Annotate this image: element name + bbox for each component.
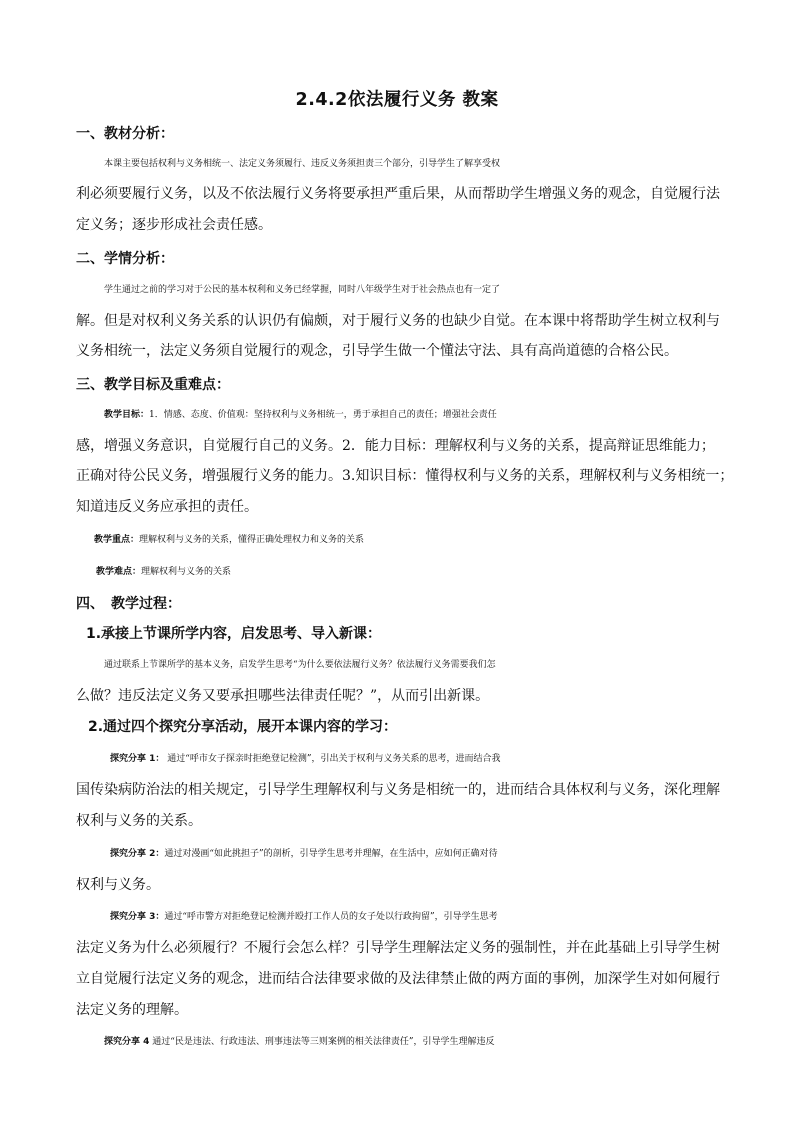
paragraph-line: 国传染病防治法的相关规定，引导学生理解权利与义务是相统一的，进而结合具体权利与义务，深化理解 (76, 782, 720, 798)
paragraph-line: 解。但是对权利义务关系的认识仍有偏颇，对于履行义务的也缺少自觉。在本课中将帮助学生树立权利与 (76, 313, 720, 329)
teaching-goal-label: 教学目标： (104, 410, 150, 420)
paragraph-line: 义务相统一，法定义务须自觉履行的观念，引导学生做一个懂法守法、具有高尚道德的合格公民。 (76, 343, 678, 359)
section-heading-process: 四、 教学过程： (76, 596, 181, 612)
section-heading-student-analysis: 二、学情分析： (76, 251, 174, 267)
teaching-goal-line: 教学目标：1．情感、态度、价值观：坚持权利与义务相统一，勇于承担自己的责任；增强社会责任 (104, 410, 497, 420)
paragraph-line: 立自觉履行法定义务的观念，进而结合法律要求做的及法律禁止做的两方面的事例，加深学生对如何履行 (76, 971, 720, 987)
paragraph-line: 权利与义务。 (76, 877, 160, 893)
share2-line: 探究分享 2：通过对漫画“如此挑担子”的剖析，引导学生思考并理解，在生活中，应如何正确对待 (110, 849, 498, 859)
paragraph-line: 定义务；逐步形成社会责任感。 (76, 217, 272, 233)
teaching-key-label: 教学重点： (94, 535, 140, 545)
share4-line: 探究分享 4 通过“民是违法、行政违法、刑事违法等三则案例的相关法律责任”，引导学生理解违反 (104, 1037, 495, 1047)
paragraph-line: 感，增强义务意识，自觉履行自己的义务。2．能力目标：理解权利与义务的关系，提高辩证思维能力； (76, 438, 715, 454)
share3-label: 探究分享 3： (110, 912, 165, 922)
step1-heading: 1.承接上节课所学内容，启发思考、导入新课： (86, 626, 382, 642)
teaching-key-point: 教学重点：理解权利与义务的关系，懂得正确处理权力和义务的关系 (94, 535, 365, 545)
document-title: 2.4.2依法履行义务 教案 (295, 90, 499, 110)
paragraph-line: 本课主要包括权利与义务相统一、法定义务须履行、违反义务须担责三个部分，引导学生了解享受权 (104, 159, 501, 169)
paragraph-line: 知道违反义务应承担的责任。 (76, 499, 258, 515)
section-heading-goals: 三、教学目标及重难点： (76, 377, 230, 393)
step2-heading: 2.通过四个探究分享活动，展开本课内容的学习： (88, 719, 398, 735)
paragraph-line: 利必须要履行义务，以及不依法履行义务将要承担严重后果，从而帮助学生增强义务的观念，自觉履行法 (76, 186, 720, 202)
share2-label: 探究分享 2： (110, 849, 165, 859)
paragraph-line: 么做？违反法定义务又要承担哪些法律责任呢？”，从而引出新课。 (76, 688, 490, 704)
teaching-difficulty: 教学难点：理解权利与义务的关系 (96, 567, 232, 577)
share4-label: 探究分享 4 (104, 1037, 150, 1047)
paragraph-line: 法定义务为什么必须履行？不履行会怎么样？引导学生理解法定义务的强制性，并在此基础上引导学生树 (76, 940, 720, 956)
paragraph-line: 正确对待公民义务，增强履行义务的能力。3.知识目标：懂得权利与义务的关系，理解权利与义务相统一； (76, 468, 734, 484)
paragraph-line: 权利与义务的关系。 (76, 813, 202, 829)
paragraph-line: 学生通过之前的学习对于公民的基本权利和义务已经掌握，同时八年级学生对于社会热点也有一定了 (104, 285, 501, 295)
paragraph-line: 法定义务的理解。 (76, 1002, 188, 1018)
share3-line: 探究分享 3：通过“呼市警方对拒绝登记检测并殴打工作人员的女子处以行政拘留”，引导学生思考 (110, 912, 498, 922)
paragraph-line: 通过联系上节课所学的基本义务，启发学生思考“为什么要依法履行义务？依法履行义务需要我们怎 (104, 660, 496, 670)
share1-label: 探究分享 1： (110, 754, 165, 764)
section-heading-textbook-analysis: 一、教材分析： (76, 126, 174, 142)
teaching-difficulty-label: 教学难点： (96, 567, 142, 577)
share1-line: 探究分享 1： 通过“呼市女子探亲时拒绝登记检测”，引出关于权利与义务关系的思考，进而结合我 (110, 754, 501, 764)
